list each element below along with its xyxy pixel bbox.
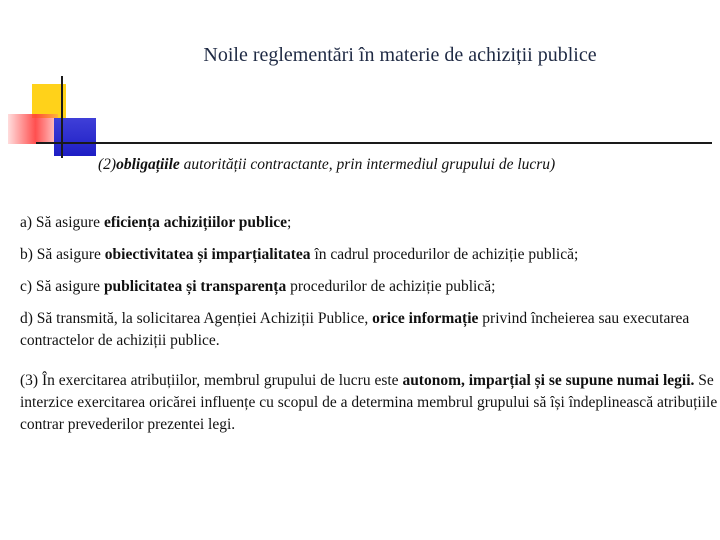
item-d-text: d) Să transmită, la solicitarea Agenției Achiziții Publice, (20, 310, 373, 327)
paragraph-3 (20, 370, 720, 436)
list-item-b (20, 244, 720, 266)
slide-body (20, 212, 720, 446)
paragraph-3-text: (3) În exercitarea atribuțiilor, membrul grupului de lucru este (20, 372, 403, 389)
item-b-text: b) Să asigure (20, 246, 105, 263)
subtitle-rest: autorității contractante, prin intermediul grupului de lucru) (179, 156, 556, 173)
item-a-tail: ; (287, 214, 292, 231)
decorative-red-square (8, 114, 58, 144)
item-a-bold: eficiența achizițiilor publice (103, 214, 288, 231)
list-item-c (20, 276, 720, 298)
subtitle-prefix: (2) (98, 156, 117, 173)
slide-subtitle (98, 156, 555, 174)
paragraph-3-bold: autonom, imparțial și se supune numai legii. (402, 372, 695, 389)
decorative-horizontal-line (36, 142, 712, 144)
list-item-d (20, 308, 720, 352)
item-a-text: a) Să asigure (20, 214, 104, 231)
item-c-tail: procedurilor de achiziție publică; (286, 278, 496, 295)
item-b-tail: în cadrul procedurilor de achiziție publică; (310, 246, 579, 263)
item-c-text: c) Să asigure (20, 278, 104, 295)
paragraph-3-tail: Se interzice exercitarea oricărei influențe cu scopul de a determina membrul grupului să își îndeplinească atribuțiile contrar prevederilor prezentei legi. (20, 372, 718, 433)
item-b-bold: obiectivitatea și imparțialitatea (104, 246, 311, 263)
item-c-bold: publicitatea și transparența (103, 278, 287, 295)
subtitle-bold: obligațiile (116, 156, 180, 173)
decorative-vertical-line (61, 76, 63, 158)
item-d-bold: orice informație (372, 310, 479, 327)
list-item-a (20, 212, 720, 234)
slide-title: Noile reglementări în materie de achiziții publice (203, 44, 597, 66)
item-d-tail: privind încheierea sau executarea contractelor de achiziții publice. (20, 310, 690, 349)
